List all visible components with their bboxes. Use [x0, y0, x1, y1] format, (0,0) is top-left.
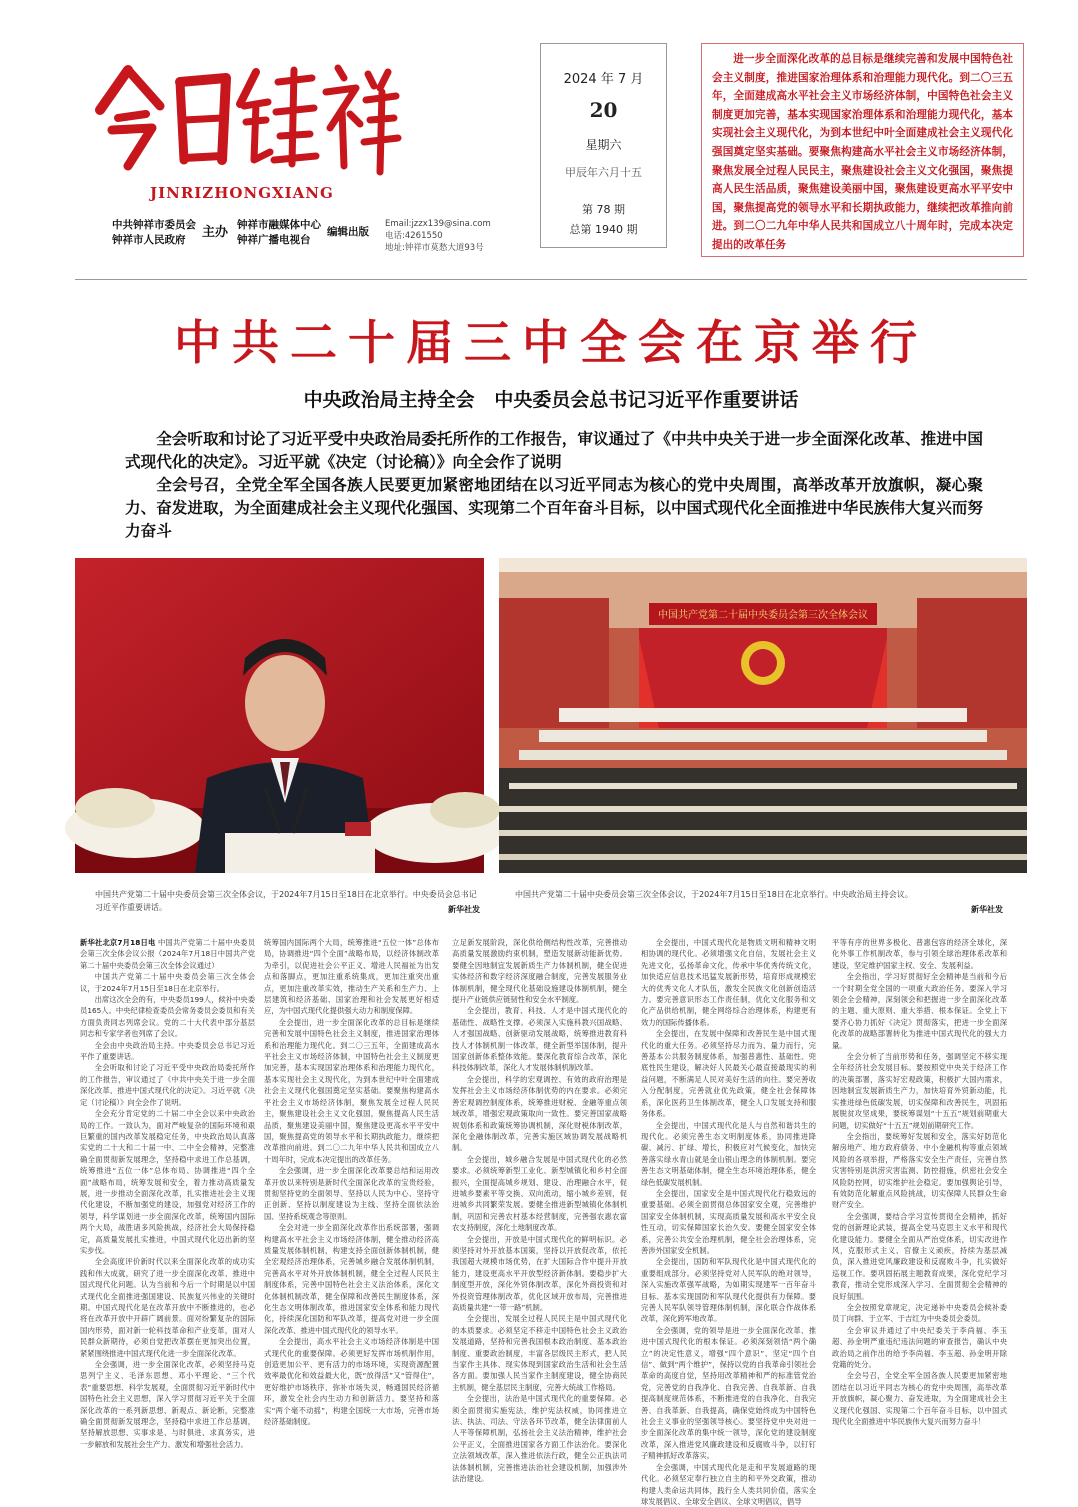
- notice-box: [701, 43, 1024, 257]
- photo-right-source: 新华社发: [971, 905, 1003, 914]
- date-lunar: 甲辰年六月十五: [565, 166, 642, 179]
- article-dateline: 新华社北京7月18日电: [80, 938, 156, 947]
- issue-number: 第 78 期: [582, 203, 625, 216]
- article-paragraph: 全会按照党章规定，决定递补中央委员会候补委员丁向群、于立军、于吉红为中央委员会委员。: [832, 1303, 1007, 1324]
- article-paragraph: 全会提出，开放是中国式现代化的鲜明标识。必须坚持对外开放基本国策，坚持以开放促改革，依托我国超大规模市场优势，在扩大国际合作中提升开放能力，建设更高水平开放型经济新体制。要稳步扩大制度型开放，深化外贸体制改革，深化外商投资和对外投资管理体制改革，优化区域开放布局，完善推进高质量共建“一带一路”机制。: [452, 1234, 627, 1312]
- article-paragraph: 全会提出，教育、科技、人才是中国式现代化的基础性、战略性支撑。必须深入实施科教兴国战略、人才强国战略、创新驱动发展战略，统筹推进教育科技人才体制机制一体改革，健全新型举国体制，提升国家创新体系整体效能。要深化教育综合改革，深化科技体制改革，深化人才发展体制机制改革。: [452, 1006, 627, 1073]
- photo-left: [75, 558, 484, 873]
- article-paragraph: 中国共产党第二十届中央委员会第三次全体会议，于2024年7月15日至18日在北京举行。: [80, 972, 255, 993]
- contact-email: Email:jzzx139@sina.com: [385, 219, 491, 229]
- sponsor-role: 主办: [202, 225, 229, 240]
- article-paragraph: 全会提出，发展全过程人民民主是中国式现代化的本质要求。必须坚定不移走中国特色社会主义政治发展道路，坚持和完善我国根本政治制度、基本政治制度、重要政治制度，丰富各层级民主形式，把人民当家作主具体、现实体现到国家政治生活和社会生活各方面。要加强人民当家作主制度建设，健全协商民主机制，健全基层民主制度，完善大统战工作格局。: [452, 1314, 627, 1392]
- photo-left-caption-text: 中国共产党第二十届中央委员会第三次全体会议，于2024年7月15日至18日在北京举行。中央委员会总书记习近平作重要讲话。: [95, 890, 477, 912]
- photo-left-caption: [95, 888, 480, 916]
- article-paragraph: 出席这次全会的有，中央委员199人，候补中央委员165人。中央纪律检查委员会常务委员会委员和有关方面负责同志列席会议。党的二十大代表中部分基层同志和专家学者也列席了会议。: [80, 995, 255, 1039]
- date-weekday: 星期六: [585, 138, 622, 152]
- article-paragraph: 全会对进一步全面深化改革作出系统部署，强调构建高水平社会主义市场经济体制，健全推动经济高质量发展体制机制，构建支持全面创新体制机制，健全宏观经济治理体系，完善城乡融合发展体制机制，完善高水平对外开放体制机制，健全全过程人民民主制度体系，完善中国特色社会主义法治体系，深化文化体制机制改革，健全保障和改善民生制度体系，深化生态文明体制改革，推进国家安全体系和能力现代化，持续深化国防和军队改革，提高党对进一步全面深化改革、推进中国式现代化的领导水平。: [264, 1223, 439, 1335]
- contact-address: 地址:钟祥市莫愁大道93号: [385, 243, 484, 253]
- article-paragraph: 全会提出，进一步全面深化改革的总目标是继续完善和发展中国特色社会主义制度，推进国家治理体系和治理能力现代化。到二〇三五年，全面建成高水平社会主义市场经济体制，中国特色社会主义制度更加完善，基本实现国家治理体系和治理能力现代化，基本实现社会主义现代化，为到本世纪中叶全面建成社会主义现代化强国奠定坚实基础。要聚焦构建高水平社会主义市场经济体制，聚焦发展全过程人民民主，聚焦建设社会主义文化强国，聚焦提高人民生活品质，聚焦建设美丽中国，聚焦建设更高水平平安中国，聚焦提高党的领导水平和长期执政能力，继续把改革推向前进。到二〇二九年中华人民共和国成立八十周年时，完成本决定提出的改革任务。: [264, 1017, 439, 1164]
- date-box: [540, 43, 667, 248]
- article-paragraph: 全会提出，法治是中国式现代化的重要保障。必须全面贯彻实施宪法，维护宪法权威，协同推进立法、执法、司法、守法各环节改革，健全法律面前人人平等保障机制，弘扬社会主义法治精神，维护社会公平正义，全面推进国家各方面工作法治化。要深化立法领域改革，深入推进依法行政，健全公正执法司法体制机制，完善推进法治社会建设机制，加强涉外法治建设。: [452, 1394, 627, 1484]
- article-column-1: [80, 937, 255, 1472]
- article-paragraph: 全会听取和讨论了习近平受中央政治局委托所作的工作报告，审议通过了《中共中央关于进一步全面深化改革、推进中国式现代化的决定》。习近平就《决定（讨论稿）》向全会作了说明。: [80, 1063, 255, 1107]
- lead-paragraph: 全会听取和讨论了习近平受中央政治局委托所作的工作报告，审议通过了《中共中央关于进一步全面深化改革、推进中国式现代化的决定》。习近平就《决定（讨论稿）》向全会作了说明: [125, 430, 983, 471]
- article-paragraph: 全会充分肯定党的二十届二中全会以来中央政治局的工作。一致认为，面对严峻复杂的国际环境和艰巨繁重的国内改革发展稳定任务，中央政治局认真落实党的二十大和二十届一中、二中全会精神，完整准确全面贯彻新发展理念，坚持稳中求进工作总基调，统筹推进“五位一体”总体布局、协调推进“四个全面”战略布局，统筹发展和安全，着力推动高质量发展，进一步推动全面深化改革，扎实推进社会主义现代化建设，不断加强党的建设，加强党对经济工作的领导，科学谋划进一步全面深化改革，统筹国内国际两个大局，战胜诸多风险挑战，经济社会大局保持稳定，高质量发展扎实推进，中国式现代化迈出新的坚实步伐。: [80, 1109, 255, 1255]
- publisher-1: 钟祥市融媒体中心: [237, 219, 321, 231]
- article-paragraph: 全会高度评价新时代以来全面深化改革的成功实践和伟大成就，研究了进一步全面深化改革、推进中国式现代化问题。认为当前和今后一个时期是以中国式现代化全面推进强国建设、民族复兴伟业的关键时期。中国式现代化是在改革开放中不断推进的，也必将在改革开放中开辟广阔前景。面对纷繁复杂的国际国内形势，面对新一轮科技革命和产业变革，面对人民群众新期待，必须自觉把改革摆在更加突出位置，紧紧围绕推进中国式现代化进一步全面深化改革。: [80, 1257, 255, 1358]
- publisher-info: [112, 218, 382, 252]
- photo-left-source: 新华社发: [448, 905, 480, 914]
- article-paragraph: 全会提出，国防和军队现代化是中国式现代化的重要组成部分。必须坚持党对人民军队的绝对领导，深入实施改革强军战略，为如期实现建军一百年奋斗目标、基本实现国防和军队现代化提供有力保障。要完善人民军队领导管理体制机制，深化联合作战体系改革，深化跨军地改革。: [641, 1257, 816, 1324]
- lead-paragraph: 全会号召，全党全军全国各族人民要更加紧密地团结在以习近平同志为核心的党中央周围，高举改革开放旗帜，凝心聚力、奋发进取，为全面建成社会主义现代化强国、实现第二个百年奋斗目标，以中国式现代化全面推进中华民族伟大复兴而努力奋斗: [125, 476, 983, 540]
- date-day: 20: [589, 98, 618, 122]
- lead-summary: [125, 428, 983, 543]
- date-year-month: 2024 年 7 月: [563, 72, 644, 87]
- photo-right-caption-text: 中国共产党第二十届中央委员会第三次全体会议，于2024年7月15日至18日在北京举行。中央政治局主持会议。: [515, 890, 913, 899]
- masthead-divider: [75, 279, 1027, 280]
- article-column-2: [264, 937, 439, 1472]
- article-paragraph: 全会强调，要结合学习宣传贯彻全会精神，抓好党的创新理论武装，提高全党马克思主义水平和现代化建设能力。要健全全面从严治党体系，切实改进作风，克服形式主义、官僚主义顽疾，持续为基层减负，深入推进党风廉政建设和反腐败斗争，扎实做好巡视工作。要巩固拓展主题教育成果，深化党纪学习教育，推动全党形成深入学习、全面贯彻全会精神的良好氛围。: [832, 1211, 1007, 1301]
- notice-text: 进一步全面深化改革的总目标是继续完善和发展中国特色社会主义制度，推进国家治理体系和治理能力现代化。到二〇三五年，全面建成高水平社会主义市场经济体制，中国特色社会主义制度更加完善，基本实现国家治理体系和治理能力现代化，基本实现社会主义现代化，为到本世纪中叶全面建成社会主义现代化强国奠定坚实基础。要聚焦构建高水平社会主义市场经济体制，聚焦发展全过程人民民主，聚焦建设社会主义文化强国，聚焦提高人民生活品质，聚焦建设美丽中国，聚焦建设更高水平平安中国，聚焦提高党的领导水平和长期执政能力，继续把改革推向前进。到二〇二九年中华人民共和国成立八十周年时，完成本决定提出的改革任务: [712, 53, 1013, 251]
- total-issue-number: 总第 1940 期: [569, 223, 638, 236]
- article-paragraph: 全会强调，中国式现代化是走和平发展道路的现代化。必须坚定奉行独立自主的和平外交政策，推动构建人类命运共同体，践行全人类共同价值，落实全球发展倡议、全球安全倡议、全球文明倡议，倡导: [641, 1462, 816, 1506]
- publisher-role: 编辑出版: [327, 226, 369, 238]
- sponsor-1: 中共钟祥市委员会: [112, 219, 196, 231]
- hall-banner-text: 中国共产党第二十届中央委员会第三次全体会议: [658, 610, 868, 621]
- article-paragraph: 全会提出，中国式现代化是人与自然和谐共生的现代化。必须完善生态文明制度体系，协同推进降碳、减污、扩绿、增长，积极应对气候变化，加快完善落实绿水青山就是金山银山理念的体制机制。要完善生态文明基础体制，健全生态环境治理体系，健全绿色低碳发展机制。: [641, 1120, 816, 1187]
- article-paragraph: 全会强调，党的领导是进一步全面深化改革、推进中国式现代化的根本保证。必须深刻领悟“两个确立”的决定性意义，增强“四个意识”、坚定“四个自信”、做到“两个维护”，保持以党的自我革命引领社会革命的高度自觉，坚持用改革精神和严的标准管党治党，完善党的自我净化、自我完善、自我革新、自我提高制度规范体系，不断推进党的自我净化、自我完善、自我革新、自我提高，确保党始终成为中国特色社会主义事业的坚强领导核心。要坚持党中央对进一步全面深化改革的集中统一领导，深化党的建设制度改革，深入推进党风廉政建设和反腐败斗争，以钉钉子精神抓好改革落实。: [641, 1325, 816, 1461]
- publisher-2: 钟祥广播电视台: [237, 234, 311, 246]
- article-paragraph: 平等有序的世界多极化、普惠包容的经济全球化，深化外事工作机制改革，参与引领全球治理体系改革和建设，坚定维护国家主权、安全、发展利益。: [832, 938, 1007, 970]
- article-column-4: [641, 937, 816, 1506]
- article-paragraph: [80, 937, 255, 971]
- sponsor-2: 钟祥市人民政府: [112, 234, 186, 246]
- masthead-pinyin: JINRIZHONGXIANG: [150, 184, 334, 202]
- contact-phone: 电话:4261550: [385, 231, 443, 241]
- article-column-3: [452, 937, 627, 1484]
- article-paragraph: 统筹国内国际两个大局，统筹推进“五位一体”总体布局，协调推进“四个全面”战略布局，以经济体制改革为牵引，以促进社会公平正义、增进人民福祉为出发点和落脚点，更加注重系统集成，更加注重突出重点，更加注重改革实效，推动生产关系和生产力、上层建筑和经济基础、国家治理和社会发展更好相适应，为中国式现代化提供强大动力和制度保障。: [264, 938, 439, 1016]
- article-paragraph: 全会强调，进一步全面深化改革，必须坚持马克思列宁主义、毛泽东思想、邓小平理论、“三个代表”重要思想、科学发展观，全面贯彻习近平新时代中国特色社会主义思想，深入学习贯彻习近平关于全面深化改革的一系列新思想、新观点、新论断，完整准确全面贯彻新发展理念，坚持稳中求进工作总基调，坚持解放思想、实事求是、与时俱进、求真务实，进一步解放和发展社会生产力、激发和增强社会活力。: [80, 1360, 255, 1449]
- article-paragraph: 全会号召，全党全军全国各族人民要更加紧密地团结在以习近平同志为核心的党中央周围，高举改革开放旗帜，凝心聚力、奋发进取，为全面建成社会主义现代化强国、实现第二个百年奋斗目标，以中国式现代化全面推进中华民族伟大复兴而努力奋斗！: [832, 1371, 1007, 1427]
- article-column-5: [832, 937, 1007, 1472]
- article-paragraph: 全会提出，国家安全是中国式现代化行稳致远的重要基础。必须全面贯彻总体国家安全观，完善维护国家安全体制机制，实现高质量发展和高水平安全良性互动，切实保障国家长治久安。要健全国家安全体系，完善公共安全治理机制，健全社会治理体系，完善涉外国家安全机制。: [641, 1188, 816, 1255]
- article-paragraph: 全会提出，高水平社会主义市场经济体制是中国式现代化的重要保障。必须更好发挥市场机制作用，创造更加公平、更有活力的市场环境，实现资源配置效率最优化和效益最大化，既“放得活”又“管得住”，更好维护市场秩序、弥补市场失灵，畅通国民经济循环，激发全社会内生动力和创新活力。要坚持和落实“两个毫不动摇”，构建全国统一大市场，完善市场经济基础制度。: [264, 1337, 439, 1427]
- headline: 中共二十届三中全会在京举行: [174, 316, 928, 371]
- article-paragraph: 全会强调，进一步全面深化改革要总结和运用改革开放以来特别是新时代全面深化改革的宝贵经验，贯彻坚持党的全面领导、坚持以人民为中心、坚持守正创新、坚持以制度建设为主线、坚持全面依法治国、坚持系统观念等原则。: [264, 1166, 439, 1221]
- contact-info: [385, 218, 491, 254]
- masthead-logo: [88, 48, 398, 178]
- article-paragraph: 立足新发展阶段，深化供给侧结构性改革，完善推动高质量发展激励约束机制，塑造发展新动能新优势。要健全因地制宜发展新质生产力体制机制，健全促进实体经济和数字经济深度融合制度，完善发展服务业体制机制，健全现代化基础设施建设体制机制，健全提升产业链供应链韧性和安全水平制度。: [452, 938, 627, 1005]
- article-paragraph: 全会由中央政治局主持。中央委员会总书记习近平作了重要讲话。: [80, 1040, 255, 1062]
- subheadline: 中央政治局主持全会 中央委员会总书记习近平作重要讲话: [303, 389, 799, 411]
- photo-right-caption: [515, 888, 1003, 916]
- article-paragraph: 全会提出，城乡融合发展是中国式现代化的必然要求。必须统筹新型工业化、新型城镇化和乡村全面振兴，全面提高城乡规划、建设、治理融合水平，促进城乡要素平等交换、双向流动，缩小城乡差别，促进城乡共同繁荣发展。要健全推进新型城镇化体制机制，巩固和完善农村基本经营制度，完善强农惠农富农支持制度，深化土地制度改革。: [452, 1154, 627, 1233]
- article-paragraph: 全会分析了当前形势和任务，强调坚定不移实现全年经济社会发展目标。要按照党中央关于经济工作的决策部署，落实好宏观政策，积极扩大国内需求，因地制宜发展新质生产力，加快培育外贸新动能，扎实推进绿色低碳发展，切实保障和改善民生，巩固拓展脱贫攻坚成果，要统筹谋划“十五五”规划前期重大问题，切实做好“十五五”规划前期研究工作。: [832, 1052, 1007, 1130]
- article-paragraph: 全会提出，在发展中保障和改善民生是中国式现代化的重大任务。必须坚持尽力而为、量力而行，完善基本公共服务制度体系，加强普惠性、基础性、兜底性民生建设，解决好人民最关心最直接最现实的利益问题，不断满足人民对美好生活的向往。要完善收入分配制度，完善就业优先政策，健全社会保障体系，深化医药卫生体制改革，健全人口发展支持和服务体系。: [641, 1029, 816, 1119]
- photo-right: [499, 558, 1027, 873]
- article-paragraph: 全会审议并通过了中央纪委关于李尚福、李玉超、孙金明严重违纪违法问题的审查报告，确认中央政治局之前作出的给予李尚福、李玉超、孙金明开除党籍的处分。: [832, 1325, 1007, 1370]
- article-paragraph: 全会提出，科学的宏观调控、有效的政府治理是发挥社会主义市场经济体制优势的内在要求。必须完善宏观调控制度体系，统筹推进财税、金融等重点领域改革，增强宏观政策取向一致性。要完善国家战略规划体系和政策统筹协调机制，深化财税体制改革，深化金融体制改革，完善实施区域协调发展战略机制。: [452, 1074, 627, 1153]
- article-paragraph: 全会指出，要统筹好发展和安全，落实好防范化解房地产、地方政府债务、中小金融机构等重点领域风险的各项举措，严格落实安全生产责任，完善自然灾害特别是洪涝灾害监测、防控措施，织密社会安全风险防控网，切实维护社会稳定。要加强舆论引导，有效防范化解重点风险挑战，切实保障人民群众生命财产安全。: [832, 1131, 1007, 1210]
- article-paragraph-text: 中国共产党第二十届中央委员会第三次全体会议公报（2024年7月18日中国共产党第二十届中央委员会第三次全体会议通过）: [80, 938, 256, 970]
- article-paragraph: 全会提出，中国式现代化是物质文明和精神文明相协调的现代化。必须增强文化自信，发展社会主义先进文化，弘扬革命文化，传承中华优秀传统文化，加快适应信息技术迅猛发展新形势，培育形成规模宏大的优秀文化人才队伍，激发全民族文化创新创造活力。要完善意识形态工作责任制，优化文化服务和文化产品供给机制，健全网络综合治理体系，构建更有效力的国际传播体系。: [641, 938, 816, 1027]
- article-paragraph: 全会指出，学习好贯彻好全会精神是当前和今后一个时期全党全国的一项重大政治任务。要深入学习领会全会精神，深刻领会和把握进一步全面深化改革的主题、重大原则、重大举措、根本保证。全党上下要齐心协力抓好《决定》贯彻落实，把进一步全面深化改革的战略部署转化为推进中国式现代化的强大力量。: [832, 972, 1007, 1050]
